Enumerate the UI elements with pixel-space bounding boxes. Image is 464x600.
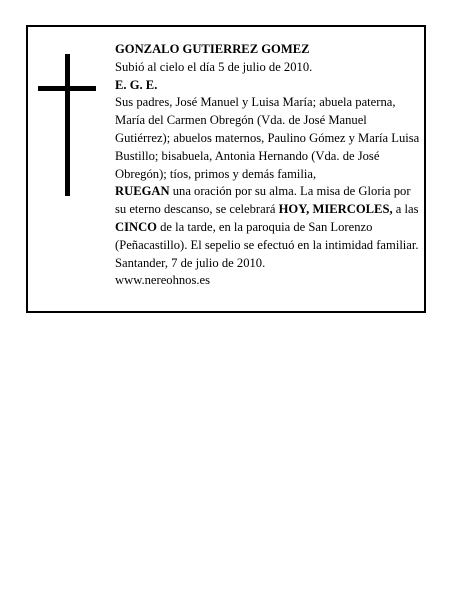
request-text-1: una oración por su alma. La misa de Gloria por su eterno descanso, se celebrará (115, 184, 411, 217)
request-text-3: de la tarde, en la paroquia de San Lorenzo (Peñacastillo). El sepelio se efectuó en la intimidad familiar. (115, 219, 419, 252)
ruegan-text: RUEGAN (115, 184, 170, 199)
cross-icon (38, 54, 96, 196)
death-date-line: Subió al cielo el día 5 de julio de 2010. (115, 59, 313, 74)
deceased-name: GONZALO GUTIERREZ GOMEZ (115, 42, 310, 56)
family-text: Sus padres, José Manuel y Luisa María; abuela paterna, María del Carmen Obregón (Vda. de José Manuel Gutiérrez); abuelos maternos, Paulino Gómez y María Luisa Bustillo; bisabuela, Antonia Hernando (Vda. de José Obregón); tíos, primos y demás familia, (115, 95, 420, 181)
request-text-2: a las (392, 202, 419, 217)
notice-text (115, 41, 421, 290)
request-paragraph (115, 183, 421, 254)
hoy-miercoles-text: HOY, MIERCOLES, (278, 202, 393, 217)
website-line: www.nereohnos.es (115, 273, 211, 288)
cinco-text: CINCO (115, 219, 157, 234)
place-date-line: Santander, 7 de julio de 2010. (115, 255, 266, 270)
cross-vertical-bar (65, 54, 70, 196)
obituary-notice (26, 25, 426, 313)
cross-horizontal-bar (38, 86, 96, 91)
ege-line: E. G. E. (115, 77, 158, 92)
family-paragraph (115, 94, 421, 183)
